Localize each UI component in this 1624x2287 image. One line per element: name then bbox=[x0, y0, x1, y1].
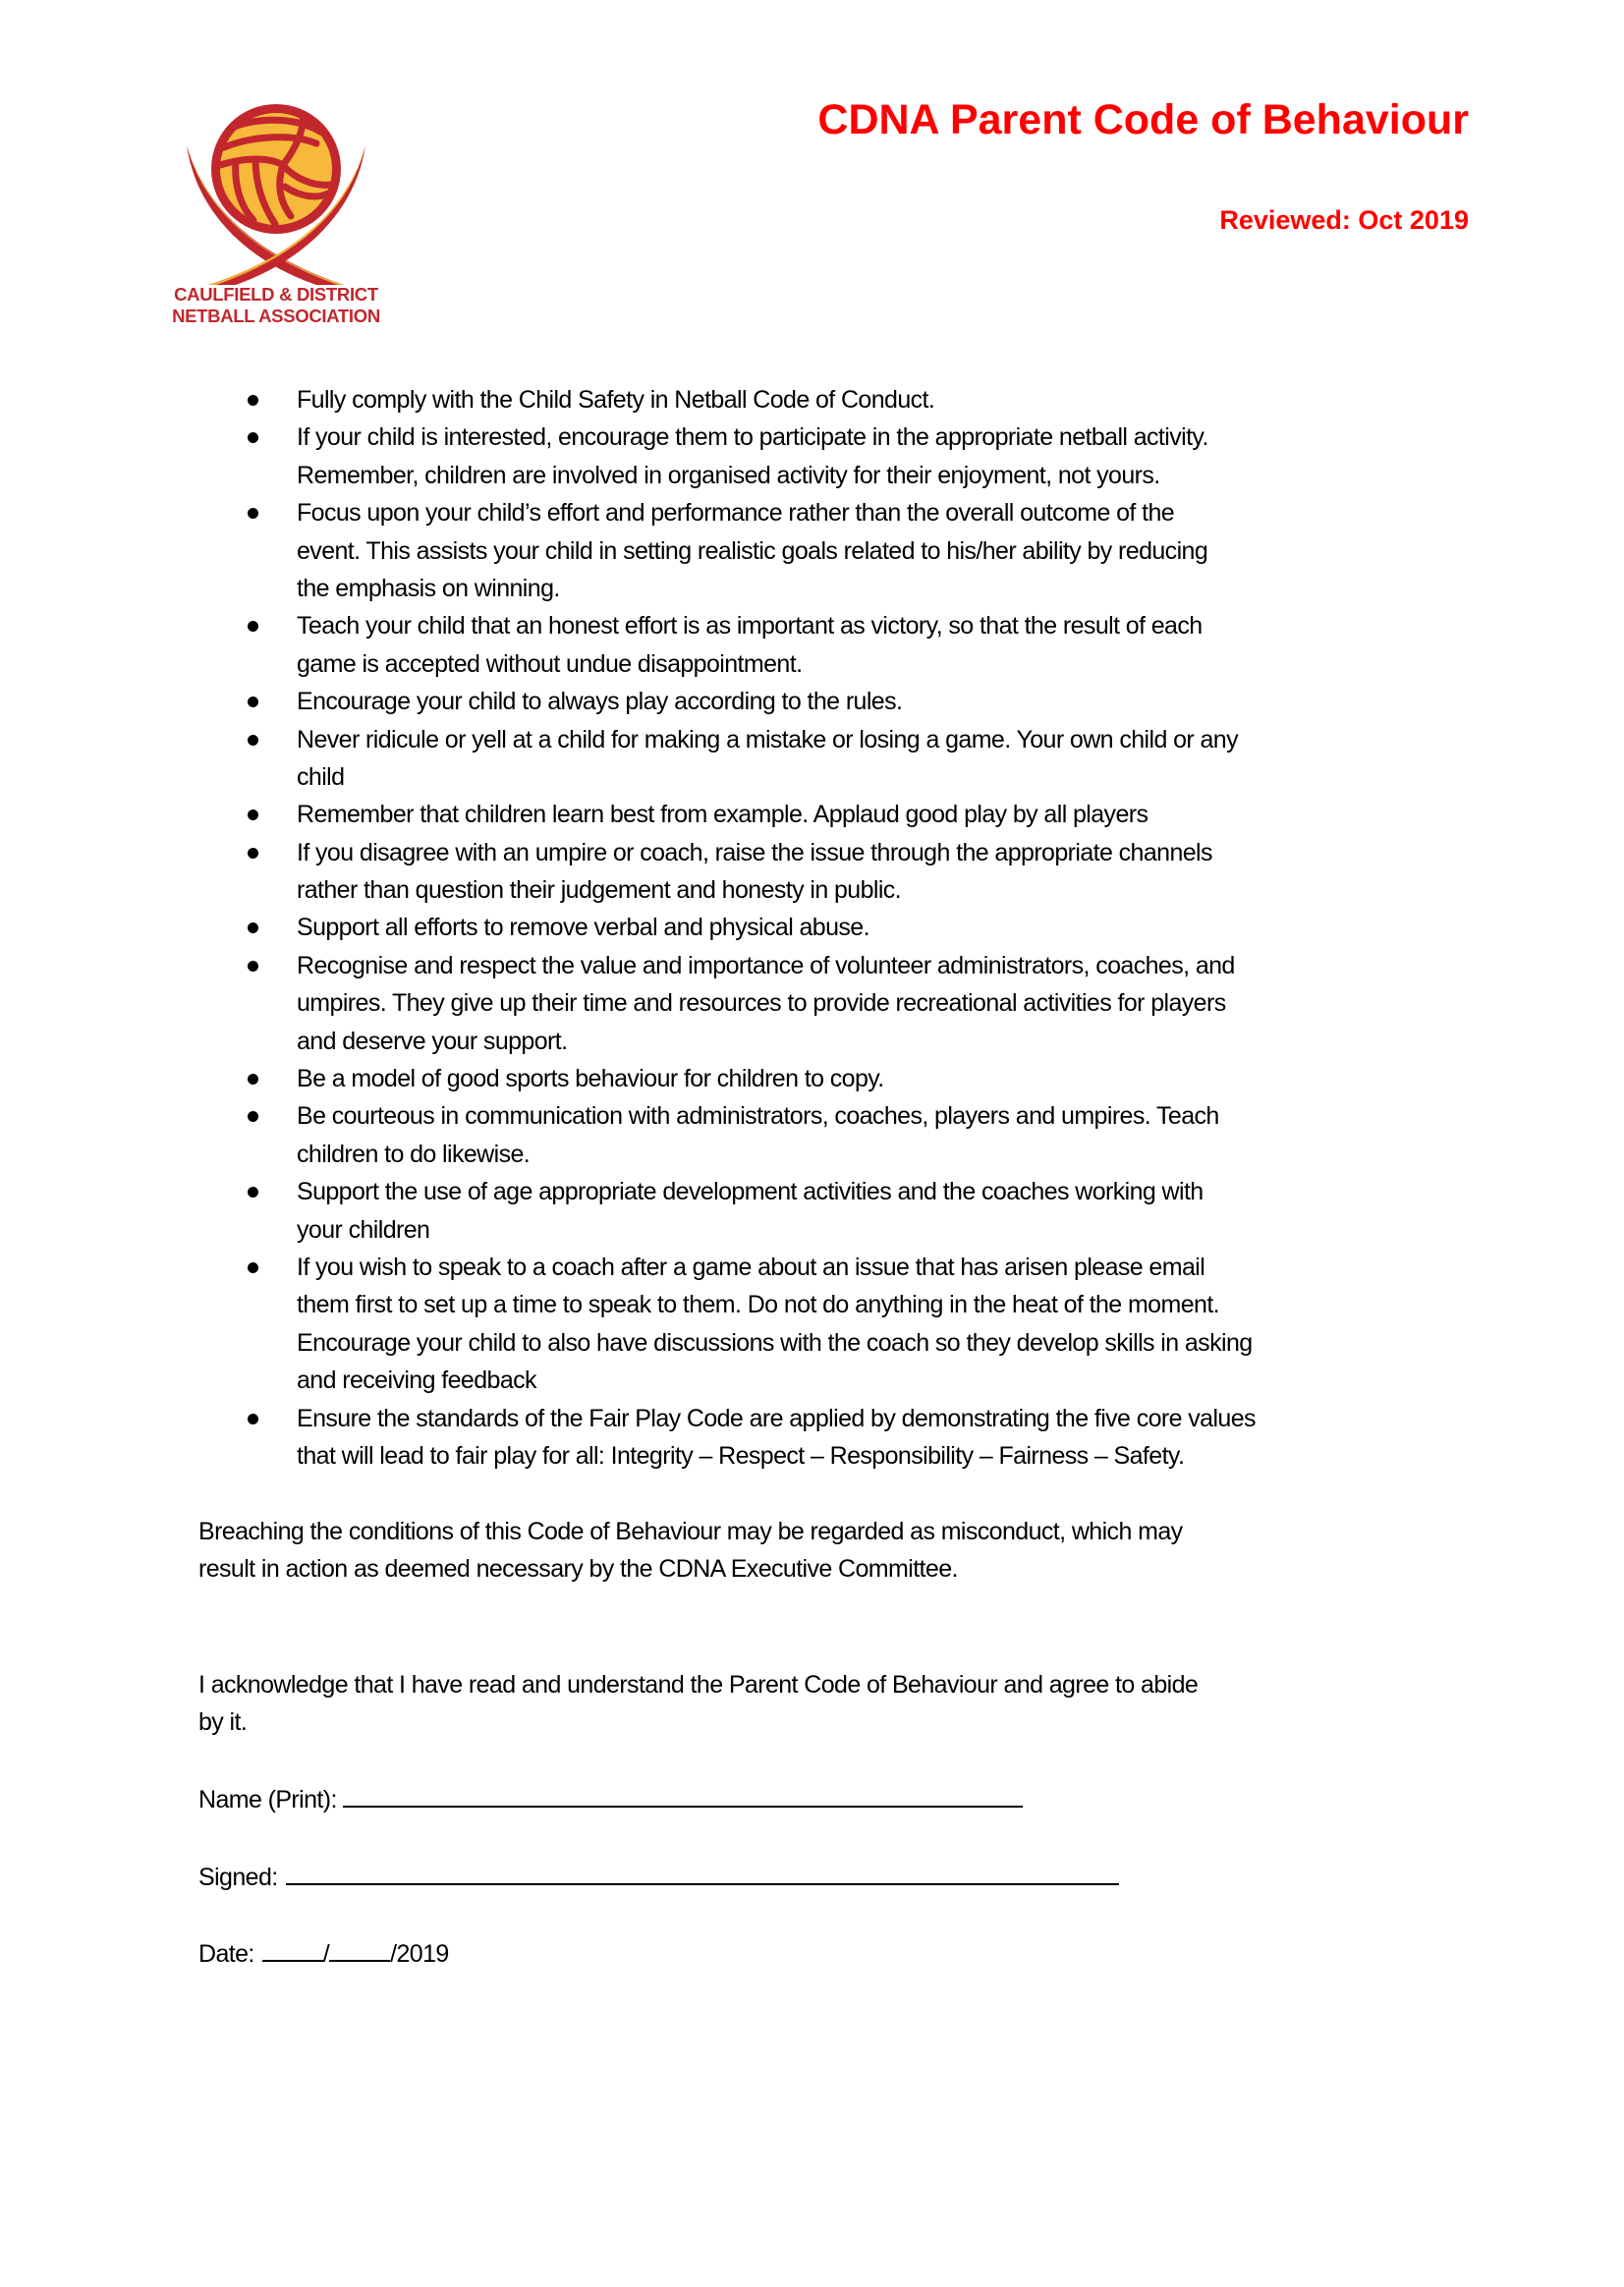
bullet-item bbox=[0, 494, 1624, 607]
bullet-text-line: umpires. They give up their time and resources to provide recreational activities for players bbox=[297, 989, 1226, 1018]
bullet-text-line: Focus upon your child’s effort and performance rather than the overall outcome of the bbox=[297, 499, 1175, 528]
logo-text-line2: NETBALL ASSOCIATION bbox=[172, 306, 380, 326]
breach-paragraph bbox=[198, 1513, 1183, 1589]
bullet-icon bbox=[248, 1414, 258, 1424]
bullet-item bbox=[0, 1249, 1624, 1400]
bullet-text-line: If you wish to speak to a coach after a game about an issue that has arisen please email bbox=[297, 1253, 1205, 1281]
bullet-icon bbox=[248, 922, 258, 933]
reviewed-date: Reviewed: Oct 2019 bbox=[1219, 205, 1469, 235]
date-separator: / bbox=[322, 1940, 330, 1968]
bullet-text-line: If you disagree with an umpire or coach, raise the issue through the appropriate channels bbox=[297, 838, 1212, 866]
bullet-text-line: Fully comply with the Child Safety in Netball Code of Conduct. bbox=[297, 386, 935, 414]
bullet-icon bbox=[248, 809, 258, 820]
bullet-text-line: Remember, children are involved in organised activity for their enjoyment, not yours. bbox=[297, 461, 1160, 489]
page-title: CDNA Parent Code of Behaviour bbox=[817, 96, 1469, 143]
bullet-text-line: and deserve your support. bbox=[297, 1027, 568, 1055]
bullet-text-line: event. This assists your child in setting realistic goals related to his/her ability by reducing bbox=[297, 536, 1208, 565]
bullet-text-line: game is accepted without undue disappointment. bbox=[297, 649, 803, 678]
date-month-field[interactable] bbox=[329, 1934, 390, 1962]
name-print-field[interactable] bbox=[343, 1780, 1023, 1808]
bullet-icon bbox=[248, 961, 258, 972]
bullet-text-line: and receiving feedback bbox=[297, 1367, 536, 1395]
bullet-text-line: Recognise and respect the value and importance of volunteer administrators, coaches, and bbox=[297, 951, 1235, 979]
bullet-text-line: child bbox=[297, 762, 345, 791]
bullet-icon bbox=[248, 697, 258, 707]
bullet-text-line: Support all efforts to remove verbal and physical abuse. bbox=[297, 914, 869, 942]
bullet-icon bbox=[248, 1111, 258, 1122]
bullet-text-line: your children bbox=[297, 1215, 430, 1244]
bullet-item bbox=[0, 947, 1624, 1060]
bullet-item bbox=[0, 1173, 1624, 1249]
code-of-behaviour-list bbox=[0, 381, 1624, 1475]
bullet-item bbox=[0, 418, 1624, 494]
bullet-item bbox=[0, 796, 1624, 833]
signature-field[interactable] bbox=[286, 1858, 1119, 1885]
bullet-icon bbox=[248, 1262, 258, 1273]
bullet-text-line: the emphasis on winning. bbox=[297, 574, 560, 602]
bullet-text-line: Teach your child that an honest effort is as important as victory, so that the result of each bbox=[297, 612, 1203, 641]
signed-row bbox=[198, 1858, 1119, 1896]
paragraph-line: I acknowledge that I have read and understand the Parent Code of Behaviour and agree to abide bbox=[198, 1671, 1199, 1699]
bullet-icon bbox=[248, 508, 258, 519]
bullet-icon bbox=[248, 1187, 258, 1198]
bullet-text-line: rather than question their judgement and honesty in public. bbox=[297, 876, 902, 905]
logo-text-line1: CAULFIELD & DISTRICT bbox=[174, 284, 378, 305]
name-print-label: Name (Print): bbox=[198, 1786, 337, 1813]
cdna-logo bbox=[147, 88, 405, 344]
bullet-text-line: that will lead to fair play for all: Integrity – Respect – Responsibility – Fairness – Safety. bbox=[297, 1441, 1185, 1470]
paragraph-line: result in action as deemed necessary by the CDNA Executive Committee. bbox=[198, 1555, 958, 1584]
paragraph-line: by it. bbox=[198, 1708, 248, 1737]
bullet-item bbox=[0, 1060, 1624, 1097]
bullet-item bbox=[0, 381, 1624, 418]
bullet-icon bbox=[248, 735, 258, 746]
bullet-text-line: Never ridicule or yell at a child for making a mistake or losing a game. Your own child or any bbox=[297, 725, 1238, 753]
bullet-text-line: Be courteous in communication with administrators, coaches, players and umpires. Teach bbox=[297, 1102, 1219, 1131]
name-print-row bbox=[198, 1780, 1023, 1818]
bullet-text-line: them first to set up a time to speak to them. Do not do anything in the heat of the moment. bbox=[297, 1291, 1220, 1319]
bullet-text-line: Be a model of good sports behaviour for children to copy. bbox=[297, 1065, 884, 1093]
bullet-icon bbox=[248, 395, 258, 406]
date-day-field[interactable] bbox=[262, 1934, 323, 1962]
bullet-text-line: Encourage your child to also have discussions with the coach so they develop skills in asking bbox=[297, 1328, 1253, 1357]
bullet-icon bbox=[248, 848, 258, 859]
bullet-icon bbox=[248, 432, 258, 443]
bullet-icon bbox=[248, 621, 258, 632]
date-row bbox=[198, 1934, 449, 1973]
bullet-text-line: Remember that children learn best from example. Applaud good play by all players bbox=[297, 801, 1148, 829]
bullet-item bbox=[0, 909, 1624, 946]
paragraph-line: Breaching the conditions of this Code of Behaviour may be regarded as misconduct, which may bbox=[198, 1518, 1183, 1545]
bullet-item bbox=[0, 834, 1624, 910]
bullet-item bbox=[0, 1097, 1624, 1173]
bullet-item bbox=[0, 607, 1624, 683]
bullet-item bbox=[0, 721, 1624, 797]
bullet-text-line: children to do likewise. bbox=[297, 1140, 531, 1168]
bullet-item bbox=[0, 683, 1624, 720]
signed-label: Signed: bbox=[198, 1864, 278, 1891]
bullet-text-line: Encourage your child to always play according to the rules. bbox=[297, 688, 903, 716]
acknowledgement-paragraph bbox=[198, 1666, 1198, 1742]
bullet-text-line: Support the use of age appropriate development activities and the coaches working with bbox=[297, 1178, 1204, 1206]
date-year: /2019 bbox=[390, 1940, 449, 1968]
netball-logo-icon bbox=[147, 88, 405, 285]
bullet-icon bbox=[248, 1074, 258, 1085]
date-label: Date: bbox=[198, 1940, 254, 1968]
bullet-text-line: Ensure the standards of the Fair Play Code are applied by demonstrating the five core values bbox=[297, 1404, 1256, 1432]
bullet-text-line: If your child is interested, encourage them to participate in the appropriate netball activity. bbox=[297, 423, 1208, 452]
bullet-item bbox=[0, 1400, 1624, 1476]
